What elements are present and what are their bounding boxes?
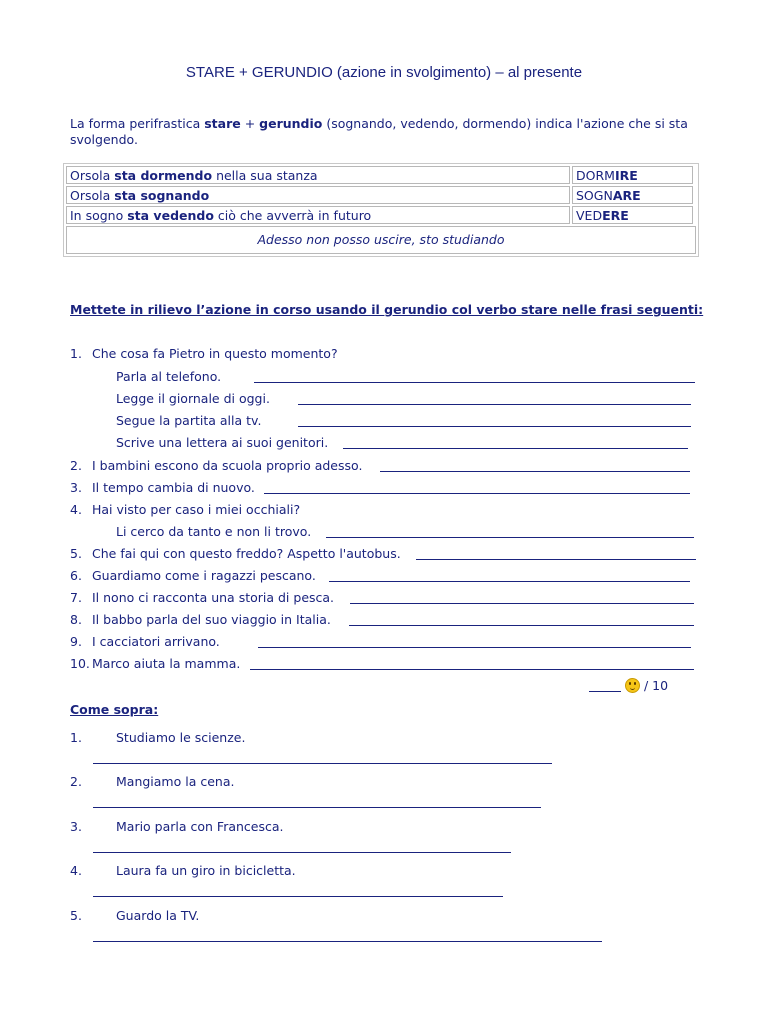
- list-item: Segue la partita alla tv.: [116, 413, 262, 428]
- answer-blank[interactable]: [264, 493, 690, 494]
- score-box: [589, 678, 668, 693]
- list-item: 1. Che cosa fa Pietro in questo momento?: [70, 346, 338, 361]
- answer-blank[interactable]: [250, 669, 694, 670]
- exercise1-heading: Mettete in rilievo l’azione in corso usando il gerundio col verbo stare nelle frasi seguenti:: [70, 302, 704, 317]
- list-item: Parla al telefono.: [116, 369, 222, 384]
- intro-paragraph: La forma perifrastica stare + gerundio (sognando, vedendo, dormendo) indica l'azione che si sta svolgendo.: [70, 116, 688, 147]
- list-item: 3. Mario parla con Francesca.: [70, 819, 284, 834]
- list-item: 7. Il nono ci racconta una storia di pesca.: [70, 590, 335, 605]
- answer-blank[interactable]: [326, 537, 694, 538]
- answer-blank[interactable]: [350, 603, 694, 604]
- list-item: Legge il giornale di oggi.: [116, 391, 270, 406]
- list-item: Scrive una lettera ai suoi genitori.: [116, 435, 329, 450]
- answer-blank[interactable]: [343, 448, 688, 449]
- example-sentence: Adesso non posso uscire, sto studiando: [66, 226, 696, 254]
- infinitive-cell: SOGNARE: [572, 186, 693, 204]
- answer-blank[interactable]: [329, 581, 690, 582]
- answer-blank[interactable]: [93, 807, 541, 808]
- list-item: Li cerco da tanto e non li trovo.: [116, 524, 312, 539]
- list-item: 8. Il babbo parla del suo viaggio in Italia.: [70, 612, 331, 627]
- list-item: 9. I cacciatori arrivano.: [70, 634, 220, 649]
- answer-blank[interactable]: [349, 625, 694, 626]
- grammar-row: In sogno sta vedendo ciò che avverrà in futuro VEDERE: [66, 206, 696, 224]
- answer-blank[interactable]: [93, 896, 503, 897]
- list-item: 4. Laura fa un giro in bicicletta.: [70, 863, 296, 878]
- list-item: 5. Guardo la TV.: [70, 908, 200, 923]
- answer-blank[interactable]: [258, 647, 691, 648]
- answer-blank[interactable]: [93, 852, 511, 853]
- list-item: 10. Marco aiuta la mamma.: [70, 656, 241, 671]
- grammar-row: Orsola sta dormendo nella sua stanza DORMIRE: [66, 166, 696, 184]
- grammar-table: [63, 163, 699, 257]
- page-title: STARE + GERUNDIO (azione in svolgimento) – al presente: [185, 64, 583, 81]
- answer-blank[interactable]: [416, 559, 696, 560]
- answer-blank[interactable]: [380, 471, 690, 472]
- grammar-row: Orsola sta sognando SOGNARE: [66, 186, 696, 204]
- answer-blank[interactable]: [298, 426, 691, 427]
- answer-blank[interactable]: [93, 941, 602, 942]
- list-item: 3. Il tempo cambia di nuovo.: [70, 480, 255, 495]
- score-total: / 10: [644, 678, 669, 693]
- answer-blank[interactable]: [254, 382, 695, 383]
- smiley-icon: [625, 678, 640, 693]
- list-item: 2. I bambini escono da scuola proprio adesso.: [70, 458, 363, 473]
- list-item: 4. Hai visto per caso i miei occhiali?: [70, 502, 301, 517]
- answer-blank[interactable]: [93, 763, 552, 764]
- list-item: 1. Studiamo le scienze.: [70, 730, 246, 745]
- score-blank[interactable]: [589, 679, 621, 692]
- infinitive-cell: DORMIRE: [572, 166, 693, 184]
- exercise2-heading: Come sopra:: [70, 702, 159, 717]
- answer-blank[interactable]: [298, 404, 691, 405]
- infinitive-cell: VEDERE: [572, 206, 693, 224]
- list-item: 6. Guardiamo come i ragazzi pescano.: [70, 568, 316, 583]
- list-item: 5. Che fai qui con questo freddo? Aspetto l'autobus.: [70, 546, 401, 561]
- list-item: 2. Mangiamo la cena.: [70, 774, 235, 789]
